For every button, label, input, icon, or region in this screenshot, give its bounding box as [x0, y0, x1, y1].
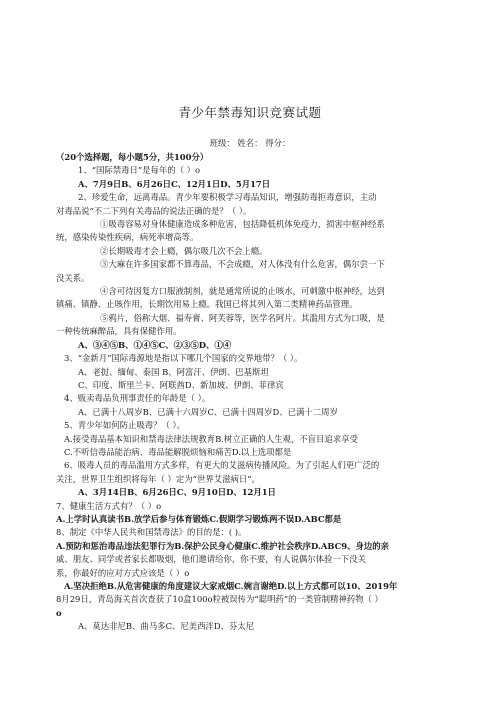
text-line: 镇痛、镇静、止咳作用，长期饮用易上瘾。我国已将其列入第二类精神药品管理。 [56, 299, 358, 310]
student-info-line: 班级： 姓名： 得分： [209, 138, 291, 148]
text-line: 8月29日，青岛海关首次查获了10盒100o粒被误传为“聪明药”的一类管制精神药物（ ） [56, 594, 383, 605]
text-line: 统，感染传染性疾病，病死率增高等。 [56, 232, 199, 243]
page-title: 青少年禁毒知识竞赛试题 [178, 105, 322, 120]
text-line: 2、珍爱生命，远离毒品。青少年要积极学习毒品知识，增强防毒拒毒意识，主动 [78, 192, 377, 203]
text-line: ③大麻在许多国家都不算毒品，不会成瘾，对人体没有什么危害，偶尔尝一下 [100, 259, 385, 270]
text-line: （20个选择题，每小题5分，共100分） [56, 152, 209, 162]
text-line: A、3月14日B、6月26日C、9月10日D、12月1日 [78, 487, 276, 498]
text-line: 戚、朋友、同学或者家长都吸烟，他们邀请给你，你不要，有人说偶尔体验一下没关 [56, 554, 366, 565]
text-line: 8、制定《中华人民共和国禁毒法》的目的是：( )。 [56, 527, 247, 538]
text-line: A.上学时认真读书B.放学后参与体育锻炼C.假期学习锻炼两不误D.ABC都是 [56, 513, 342, 524]
text-line: ④含可待因复方口服液制剂，就是通常所说的止咳水，可刺激中枢神经，达到 [100, 286, 385, 297]
text-line: 1、“国际禁毒日”是每年的（ ）o [78, 165, 201, 176]
text-line: A.坚决拒绝B.从危害健康的角度建议大家戒烟C.婉言谢绝D.以上方式都可以10、2019年 [64, 581, 398, 591]
text-line: 系，你最好的应对方式应该是（ ）o [56, 567, 190, 578]
text-line: 一种传统麻醉品，具有保健作用。 [56, 326, 182, 337]
text-line: A.预防和惩治毒品违法犯罪行为B.保护公民身心健康C.维护社会秩序D.ABC9、身边的亲 [56, 540, 389, 551]
question-body [56, 151, 451, 634]
text-line: A.接受毒品基本知识和禁毒法律法规教育B.树立正确的人生观，不盲目追求享受 [64, 433, 358, 444]
text-line: 5、青少年如何防止吸毒？（ ）。 [64, 420, 186, 431]
text-line: C.不听信毒品能治病、毒品能解脱烦恼和痛苦D.以上选项都是 [64, 446, 292, 457]
text-line: 4、贩卖毒品负刑事责任的年龄是（ ）。 [64, 393, 211, 404]
text-line: A、7月9日B、6月26日C、12月1日D、5月17日 [78, 178, 271, 189]
text-line: ①吸毒容易对身体健康造成多种危害，包括降低机体免疫力，损害中枢神经系 [100, 219, 385, 230]
text-line: 6、吸毒人员的毒品滥用方式多样，有更大的艾滋病传播风险。为了引起人们更广泛的 [64, 460, 380, 471]
text-line: 对毒品说“不二下列有关毒品的说法正确的是？（ ）。 [56, 205, 252, 216]
text-line: 7、健康生活方式有？（ ）o [56, 500, 162, 511]
text-line: A、已满十八周岁B、已满十六周岁C、已满十四周岁D、已满十二周岁 [78, 406, 338, 417]
text-line: 3、“金新月”国际毒源地是指以下哪几个国家的交界地带？（ ）。 [64, 353, 303, 364]
text-line: A、老挝、缅甸、泰国 B、阿富汗、伊朗、巴基斯坦 [78, 366, 269, 377]
text-line: 关注，世界卫生组织将每年（ ）定为“世界艾滋病日”。 [56, 473, 260, 484]
text-line: A、③④⑤B、①④⑤C、②③⑤D、①④ [78, 339, 232, 350]
text-line: o [56, 607, 62, 618]
text-line: ②长期吸毒才会上瘾，偶尔吸几次不会上瘾。 [100, 245, 268, 256]
text-line: A、莫达非尼B、曲马多C、尼美西泮D、芬太尼 [78, 621, 255, 632]
text-line: C、印度、斯里兰卡、阿联酋D、新加坡、伊朗、菲律宾 [78, 379, 284, 390]
text-line: 没关系。 [56, 272, 90, 283]
text-line: ⑤鸦片，俗称大烟、福寿膏、阿芙蓉等，医学名阿片。其滥用方式为口吸，是 [100, 312, 385, 323]
